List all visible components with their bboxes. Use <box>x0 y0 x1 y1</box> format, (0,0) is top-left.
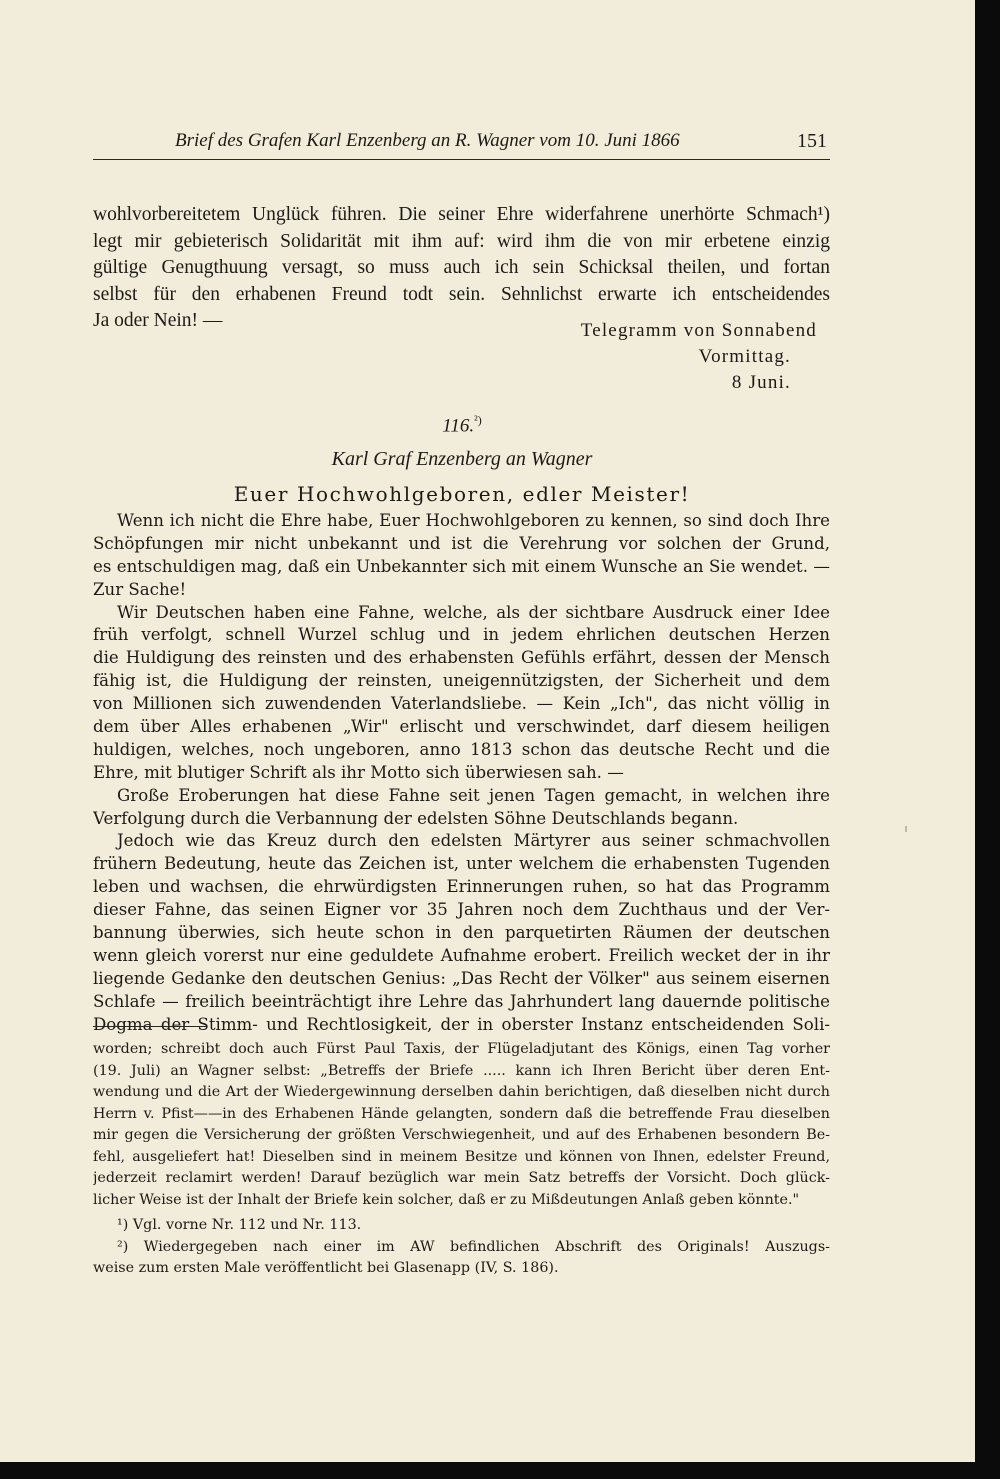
letter-line: huldigen, welches, noch ungeboren, anno 1813 schon das deutsche Recht und die <box>93 739 830 759</box>
intro-paragraph <box>93 202 830 335</box>
letter-line: wenn gleich vorerst nur eine geduldete Aufnahme erobert. Freilich wecket der in ihr <box>93 945 830 965</box>
footnote-2: ²) Wiedergegeben nach einer im AW befindlichen Abschrift des Originals! Auszugs- <box>117 1238 830 1255</box>
running-header-title: Brief des Grafen Karl Enzenberg an R. Wagner vom 10. Juni 1866 <box>175 130 680 151</box>
letter-body <box>93 510 830 1036</box>
letter-line: Jedoch wie das Kreuz durch den edelsten Märtyrer aus seiner schmachvollen <box>117 831 830 851</box>
letter-line: Verfolgung durch die Verbannung der edelsten Söhne Deutschlands begann. <box>93 808 739 828</box>
letter-line: die Huldigung des reinsten und des erhabensten Gefühls erfährt, dessen der Mensch <box>93 648 830 668</box>
footnote-continuation-line: fehl, ausgeliefert hat! Dieselben sind in meinem Besitze und können von Ihnen, edelster Freund, <box>93 1148 830 1165</box>
letter-line: frühern Bedeutung, heute das Zeichen ist, unter welchem die erhabensten Tugenden <box>93 854 830 874</box>
letter-line: Dogma der Stimm- und Rechtlosigkeit, der in oberster Instanz entscheidenden Soli- <box>93 1014 830 1034</box>
telegram-note <box>581 318 817 396</box>
letter-line: liegende Gedanke den deutschen Genius: „Das Recht der Völker" aus seinem eisernen <box>93 968 830 988</box>
entry-number <box>0 413 924 437</box>
footnote-continuation-line: worden; schreibt doch auch Fürst Paul Taxis, der Flügeladjutant des Königs, einen Tag vorher <box>93 1041 830 1057</box>
letter-line: fähig ist, die Huldigung der reinsten, uneigennützigsten, der Sicherheit und dem <box>93 671 830 691</box>
running-header <box>93 129 830 160</box>
entry-number-value: 116. <box>442 415 475 437</box>
letter-line: Wenn ich nicht die Ehre habe, Euer Hochwohlgeboren zu kennen, so sind doch Ihre <box>117 511 830 530</box>
footnote-continuation-line: jederzeit reclamirt werden! Darauf bezüglich war mein Satz betreffs der Vorsicht. Doch glück- <box>93 1170 830 1186</box>
letter-line: Große Eroberungen hat diese Fahne seit jenen Tagen gemacht, in welchen ihre <box>117 785 830 805</box>
footnote-continuation-line: (19. Juli) an Wagner selbst: „Betreffs der Briefe ..... kann ich Ihren Bericht über deren Ent- <box>93 1062 830 1079</box>
telegram-line: Vormittag. <box>698 346 791 367</box>
letter-line: bannung überwies, sich heute schon in den parquetirten Räumen der deutschen <box>93 923 830 943</box>
telegram-line: 8 Juni. <box>731 372 791 393</box>
footnote-divider <box>93 1026 207 1027</box>
scan-speck <box>905 826 907 832</box>
page-number: 151 <box>797 130 827 152</box>
footnote-continuation-line: wendung und die Art der Wiedergewinnung derselben dahin berichtigen, daß dieselben nicht durch <box>93 1084 830 1100</box>
letter-line: Ehre, mit blutiger Schrift als ihr Motto sich überwiesen sah. — <box>93 762 624 782</box>
footnote-continuation-line: mir gegen die Versicherung der größten Verschwiegenheit, und auf des Erhabenen besondern Be- <box>93 1127 830 1143</box>
scan-border-right <box>975 0 1000 1479</box>
telegram-line: Telegramm von Sonnabend <box>580 320 817 341</box>
letter-line: früh verfolgt, schnell Wurzel schlug und in jedem ehrlichen deutschen Herzen <box>93 625 830 645</box>
letter-line: Zur Sache! <box>93 579 187 599</box>
footnotes <box>93 1039 830 1280</box>
letter-line: leben und wachsen, die ehrwürdigsten Erinnerungen ruhen, so hat das Programm <box>93 877 830 897</box>
footnote-2-continued: weise zum ersten Male veröffentlicht bei Glasenapp (IV, S. 186). <box>93 1260 559 1276</box>
footnote-continuation-line: licher Weise ist der Inhalt der Briefe kein solcher, daß er zu Mißdeutungen Anlaß geben könnte." <box>93 1191 800 1208</box>
scan-border-bottom <box>0 1462 1000 1479</box>
intro-line: selbst für den erhabenen Freund todt sein. Sehnlichst erwarte ich entscheidendes <box>93 283 830 305</box>
intro-line: wohlvorbereitetem Unglück führen. Die seiner Ehre widerfahrene unerhörte Schmach¹) <box>93 204 830 225</box>
letter-salutation: Euer Hochwohlgeboren, edler Meister! <box>233 482 691 506</box>
letter-line: dieser Fahne, das seinen Eigner vor 35 Jahren noch dem Zuchthaus und der Ver- <box>93 900 830 920</box>
entry-title: Karl Graf Enzenberg an Wagner <box>331 448 593 470</box>
intro-line: gültige Genugthuung versagt, so muss auch ich sein Schicksal theilen, und fortan <box>93 257 830 278</box>
footnote-continuation-line: Herrn v. Pfist——in des Erhabenen Hände gelangten, sondern daß die betreffende Frau dieselben <box>93 1105 830 1122</box>
letter-line: von Millionen sich zuwendenden Vaterlandsliebe. — Kein „Ich", das nicht völlig in <box>93 694 830 714</box>
letter-line: Wir Deutschen haben eine Fahne, welche, als der sichtbare Ausdruck einer Idee <box>117 602 830 622</box>
footnote-1: ¹) Vgl. vorne Nr. 112 und Nr. 113. <box>117 1217 362 1233</box>
entry-footnote-marker: ²) <box>474 413 482 427</box>
letter-line: dem über Alles erhabenen „Wir" erlischt und verschwindet, darf diesem heiligen <box>93 717 830 737</box>
intro-line: Ja oder Nein! — <box>93 310 223 331</box>
intro-line: legt mir gebieterisch Solidarität mit ihm auf: wird ihm die von mir erbetene einzig <box>93 230 830 252</box>
letter-line: Schöpfungen mir nicht unbekannt und ist die Verehrung vor solchen der Grund, <box>93 533 830 553</box>
letter-line: Schlafe — freilich beeinträchtigt ihre Lehre das Jahrhundert lang dauernde politische <box>93 991 830 1011</box>
letter-line: es entschuldigen mag, daß ein Unbekannter sich mit einem Wunsche an Sie wendet. — <box>93 556 830 576</box>
